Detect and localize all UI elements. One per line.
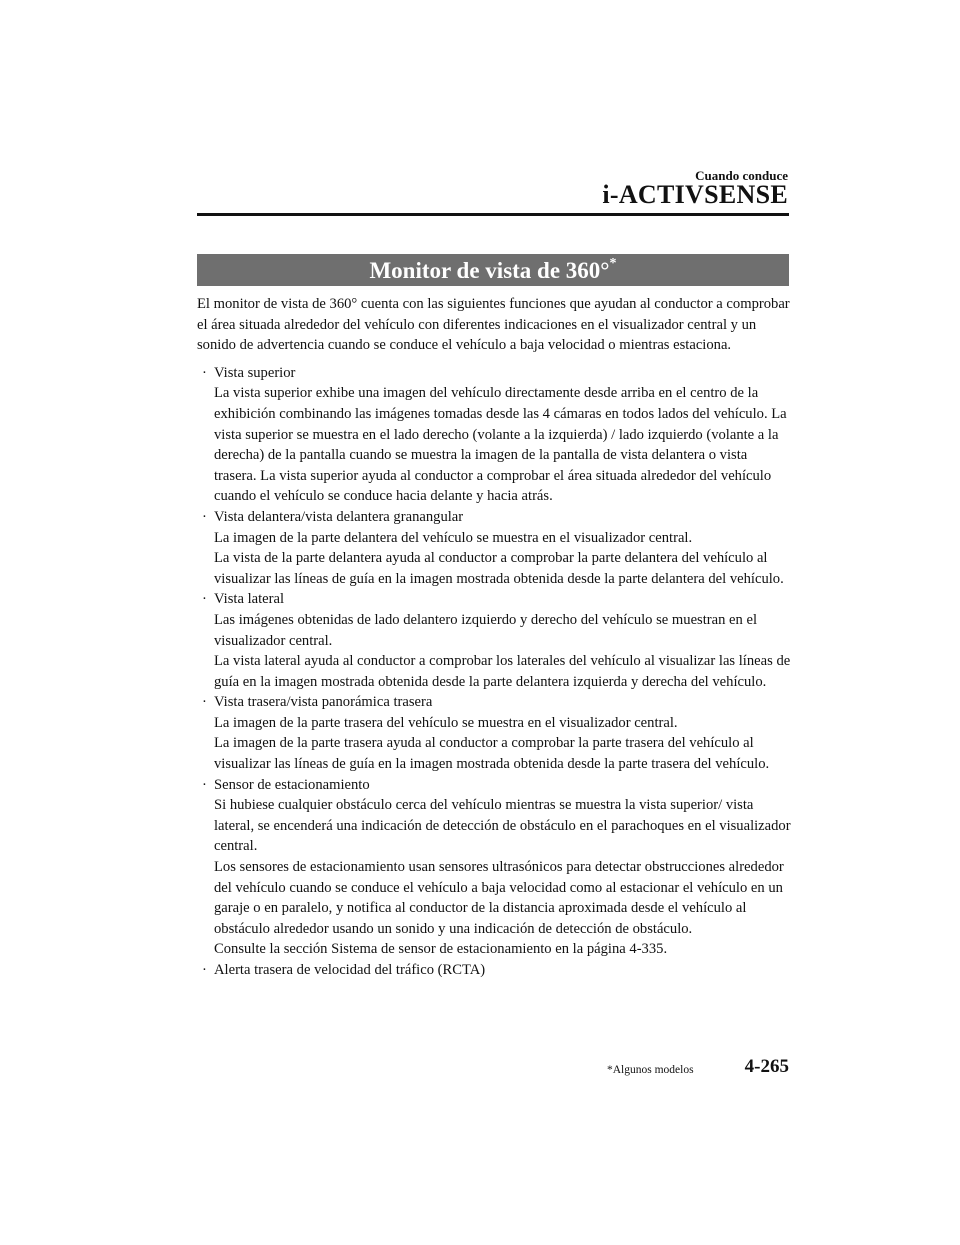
running-header-section: Cuando conduce	[695, 168, 788, 183]
list-item	[197, 363, 791, 507]
list-item-paragraph: La imagen de la parte trasera ayuda al conductor a comprobar la parte trasera del vehículo al visualizar las líneas de guía en la imagen mostrada obtenida desde la parte trasera del vehículo.	[214, 735, 770, 773]
list-item	[197, 507, 791, 589]
list-item	[197, 775, 791, 960]
section-title: Monitor de vista de 360°	[369, 258, 610, 283]
list-item-paragraph: Las imágenes obtenidas de lado delantero izquierdo y derecho del vehículo se muestran en el visualizador central.	[214, 611, 758, 649]
list-item-paragraph: La imagen de la parte trasera del vehículo se muestra en el visualizador central.	[214, 714, 678, 731]
list-item	[197, 589, 791, 692]
section-title-bar	[197, 254, 789, 286]
intro-paragraph: El monitor de vista de 360° cuenta con las siguientes funciones que ayudan al conductor a comprobar el área situada alrededor del vehículo con diferentes indicaciones en el visualizador central y un sonido de advertencia cuando se conduce el vehículo a baja velocidad o mientras estaciona.	[197, 296, 790, 354]
bullet-icon: ·	[202, 591, 207, 608]
running-header-chapter: i-ACTIVSENSE	[602, 180, 788, 209]
list-item-title: Alerta trasera de velocidad del tráfico (RCTA)	[214, 962, 486, 978]
page-number: 4-265	[744, 1056, 789, 1077]
list-item-title: Vista trasera/vista panorámica trasera	[214, 694, 433, 711]
list-item-paragraph: La vista lateral ayuda al conductor a comprobar los laterales del vehículo al visualizar las líneas de guía en la imagen mostrada obtenida desde la parte delantera izquierda y derecha del vehículo.	[214, 653, 791, 690]
list-item-paragraph: La vista de la parte delantera ayuda al conductor a comprobar la parte delantera del vehículo al visualizar las líneas de guía en la imagen mostrada obtenida desde la parte delantera del vehículo.	[214, 550, 784, 587]
header-rule	[197, 213, 789, 216]
list-item-paragraph: Los sensores de estacionamiento usan sensores ultrasónicos para detectar obstrucciones alrededor del vehículo cuando se conduce el vehículo a baja velocidad como al estacionar el vehículo en un garaje o en paralelo, y notifica al conductor de la distancia aproximada desde el vehículo al obstáculo alrededor usando un sonido y una indicación de detección de obstáculo.	[214, 859, 784, 937]
list-item-paragraph: La vista superior exhibe una imagen del vehículo directamente desde arriba en el centro de la exhibición combinando las imágenes tomadas desde las 4 cámaras en todos lados del vehículo. La vista superior se muestra en el lado derecho (volante a la izquierda) / lado izquierdo (volante a la derecha) de la pantalla cuando se muestra la imagen de la pantalla de vista delantera o vista trasera. La vista superior ayuda al conductor a comprobar el área situada alrededor del vehículo cuando el vehículo se conduce hacia delante y hacia atrás.	[214, 385, 787, 505]
list-item-paragraph: La imagen de la parte delantera del vehículo se muestra en el visualizador central.	[214, 529, 693, 546]
list-item-paragraph: Si hubiese cualquier obstáculo cerca del vehículo mientras se muestra la vista superior/ vista lateral, se encenderá una indicación de detección de obstáculo en el parachoques en el visualizador central.	[214, 797, 791, 855]
bullet-icon: ·	[202, 776, 207, 793]
list-item	[197, 960, 791, 981]
cross-reference: Consulte la sección Sistema de sensor de estacionamiento en la página 4-335.	[214, 941, 668, 958]
bullet-icon: ·	[202, 962, 207, 978]
list-item-title: Vista superior	[214, 364, 296, 381]
footnote-some-models: *Algunos modelos	[607, 1064, 694, 1076]
optional-equipment-marker: *	[609, 256, 617, 272]
list-item-title: Vista delantera/vista delantera granangular	[214, 508, 464, 525]
bullet-icon: ·	[202, 364, 207, 381]
body-content	[197, 294, 791, 981]
feature-list	[197, 363, 791, 981]
bullet-icon: ·	[202, 508, 207, 525]
list-item-title: Vista lateral	[214, 591, 285, 608]
list-item	[197, 692, 791, 774]
list-item-title: Sensor de estacionamiento	[214, 776, 370, 793]
bullet-icon: ·	[202, 694, 207, 711]
